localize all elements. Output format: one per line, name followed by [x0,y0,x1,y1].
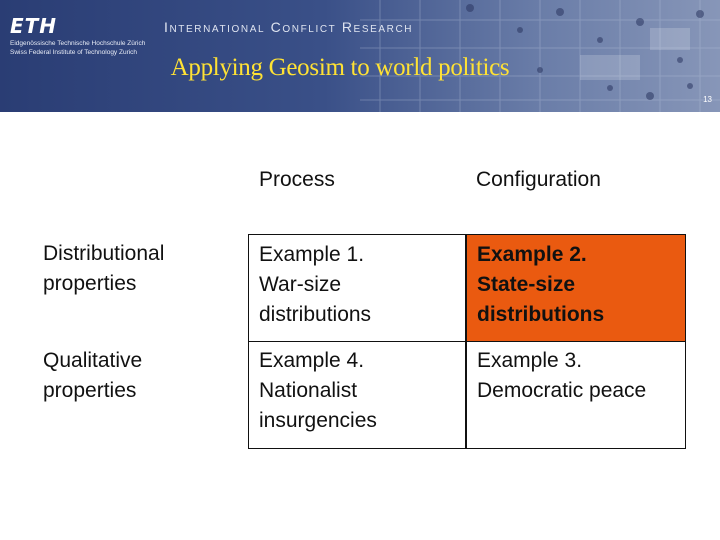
institution-name-english: Swiss Federal Institute of Technology Zurich [10,49,138,56]
row-label-line: Distributional [43,242,165,265]
cell-line: Example 2. [477,243,587,266]
cell-line: distributions [259,303,372,326]
cell-line: War-size [259,273,342,296]
header-banner [0,0,720,112]
slide-number: 13 [703,95,712,104]
organization-name: International Conflict Research [164,19,414,35]
cell-example-3 [466,341,686,449]
institution-name-german: Eidgenössische Technische Hochschule Zürich [10,40,146,47]
cell-line: Democratic peace [477,379,647,402]
row-label-distributional [43,239,243,299]
cell-line: Example 1. [259,243,365,266]
row-label-qualitative [43,346,243,406]
row-label-line: Qualitative [43,349,143,372]
cell-example-2-highlighted [466,234,686,342]
slide-title: Applying Geosim to world politics [170,54,510,81]
cell-line: Example 3. [477,349,583,372]
row-label-line: properties [43,379,137,402]
column-header-configuration: Configuration [476,168,601,191]
cell-example-1 [248,234,466,342]
column-header-process: Process [259,168,335,191]
cell-line: distributions [477,303,605,326]
cell-line: Example 4. [259,349,365,372]
cell-line: insurgencies [259,409,377,432]
row-label-line: properties [43,272,137,295]
cell-line: Nationalist [259,379,358,402]
cell-example-4 [248,341,466,449]
eth-logo: ETH [10,14,58,38]
cell-line: State-size [477,273,576,296]
